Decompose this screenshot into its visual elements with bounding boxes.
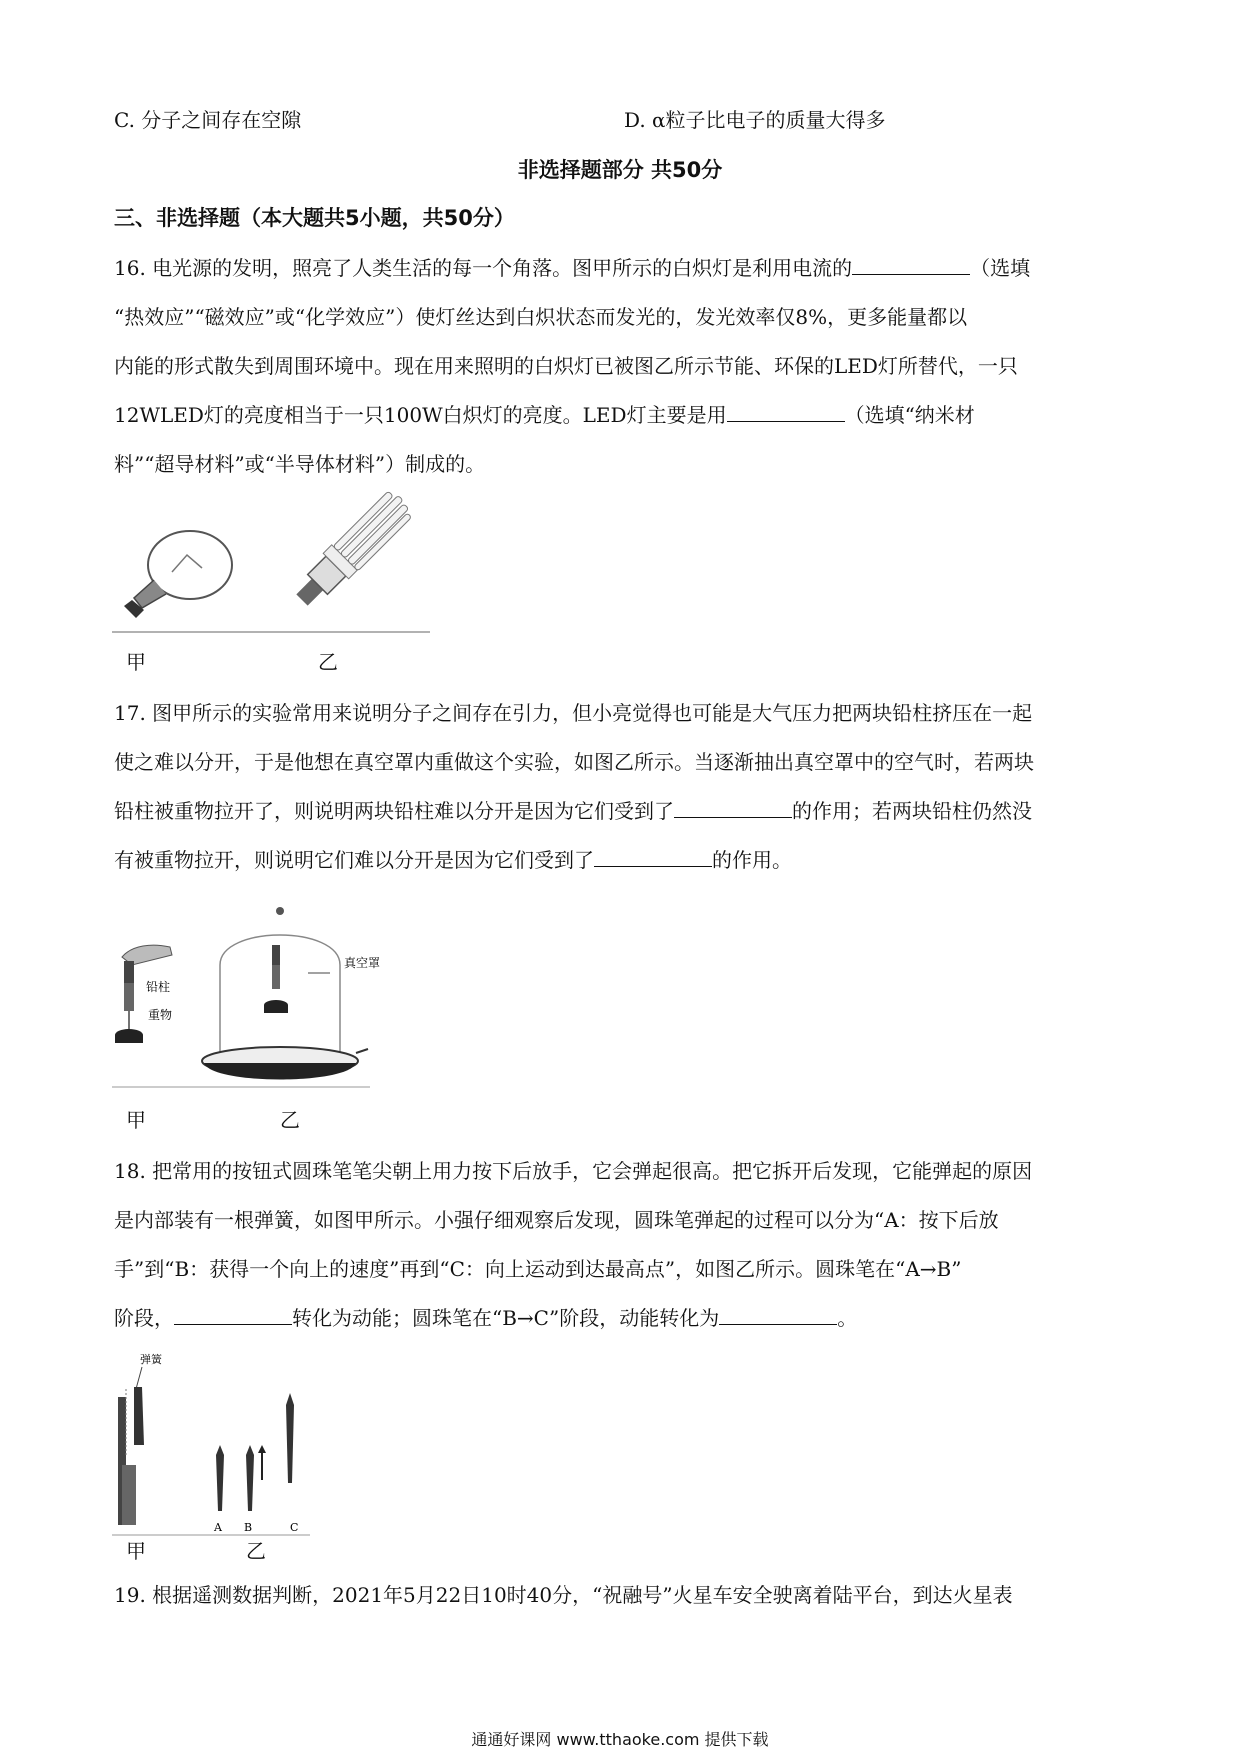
spring-label: 弹簧: [140, 1353, 162, 1366]
q16-figure: [112, 510, 432, 635]
q16-line-1: 16. 电光源的发明，照亮了人类生活的每一个角落。图甲所示的白炽灯是利用电流的 （选填: [114, 256, 1031, 280]
footer-credit: 通通好课网 www.tthaoke.com 提供下载: [471, 1730, 769, 1749]
lead-label: 铅柱: [146, 980, 171, 994]
q17-figure-label-a: 甲: [126, 1108, 146, 1132]
q16-line-3: 内能的形式散失到周围环境中。现在用来照明的白炽灯已被图乙所示节能、环保的LED灯所替代，一只: [114, 354, 1018, 378]
q18-line-1: 18. 把常用的按钮式圆珠笔笔尖朝上用力按下后放手，它会弹起很高。把它拆开后发现，它能弹起的原因: [114, 1159, 1033, 1183]
q17-figure-label-b: 乙: [280, 1108, 300, 1132]
q18-figure: [112, 1345, 312, 1537]
q18-line-2: 是内部装有一根弹簧，如图甲所示。小强仔细观察后发现，圆珠笔弹起的过程可以分为“A：按下后放: [114, 1208, 999, 1232]
q18-figure-label-a: 甲: [126, 1539, 146, 1563]
vacuum-jar-image: [202, 907, 380, 1080]
q16-line-5: 料”“超导材料”或“半导体材料”）制成的。: [114, 452, 486, 476]
led-bulb-image: [289, 487, 416, 614]
q17-blank-1: [674, 797, 792, 818]
q16-line-2: “热效应”“磁效应”或“化学效应”）使灯丝达到白炽状态而发光的，发光效率仅8%，更多能量都以: [114, 305, 968, 329]
q18-line-3: 手”到“B：获得一个向上的速度”再到“C：向上运动到达最高点”，如图乙所示。圆珠笔在“A→B”: [114, 1257, 962, 1281]
q16-blank-1: [852, 254, 970, 275]
disassembled-pen-image: [118, 1352, 163, 1525]
q19-line-1: 19. 根据遥测数据判断，2021年5月22日10时40分，“祝融号”火星车安全驶离着陆平台，到达火星表: [114, 1583, 1013, 1607]
q17-figure: [112, 905, 381, 1095]
stage-b-label: B: [244, 1521, 253, 1534]
q17-blank-2: [594, 846, 712, 867]
q16-line-4: 12WLED灯的亮度相当于一只100W白炽灯的亮度。LED灯主要是用 （选填“纳米材: [114, 403, 975, 427]
part-title: 三、非选择题（本大题共5小题，共50分）: [114, 206, 515, 230]
stage-c-label: C: [290, 1521, 299, 1534]
q17-line-4: 有被重物拉开，则说明它们难以分开是因为它们受到了 的作用。: [114, 848, 792, 872]
option-c: C. 分子之间存在空隙: [114, 108, 302, 132]
q18-blank-2: [719, 1304, 837, 1325]
vacuum-jar-label: 真空罩: [344, 956, 381, 970]
q16-blank-2: [727, 401, 845, 422]
option-d: D. α粒子比电子的质量大得多: [624, 108, 886, 132]
q17-line-2: 使之难以分开，于是他想在真空罩内重做这个实验，如图乙所示。当逐渐抽出真空罩中的空气时，若两块: [114, 750, 1034, 774]
q18-line-4: 阶段， 转化为动能；圆珠笔在“B→C”阶段，动能转化为 。: [114, 1306, 858, 1330]
section-heading: 非选择题部分 共50分: [517, 158, 723, 182]
pen-stages-image: [213, 1393, 298, 1534]
q17-line-3: 铅柱被重物拉开了，则说明两块铅柱难以分开是因为它们受到了 的作用；若两块铅柱仍然没: [114, 799, 1032, 823]
incandescent-bulb-image: [124, 531, 232, 618]
lead-cylinder-setup-image: [115, 945, 172, 1043]
q16-figure-label-a: 甲: [126, 650, 146, 674]
q18-figure-label-b: 乙: [246, 1539, 266, 1563]
q16-figure-label-b: 乙: [318, 650, 338, 674]
q17-line-1: 17. 图甲所示的实验常用来说明分子之间存在引力，但小亮觉得也可能是大气压力把两块铅柱挤压在一起: [114, 701, 1033, 725]
stage-a-label: A: [214, 1521, 222, 1534]
weight-label: 重物: [148, 1008, 173, 1022]
q18-blank-1: [174, 1304, 292, 1325]
